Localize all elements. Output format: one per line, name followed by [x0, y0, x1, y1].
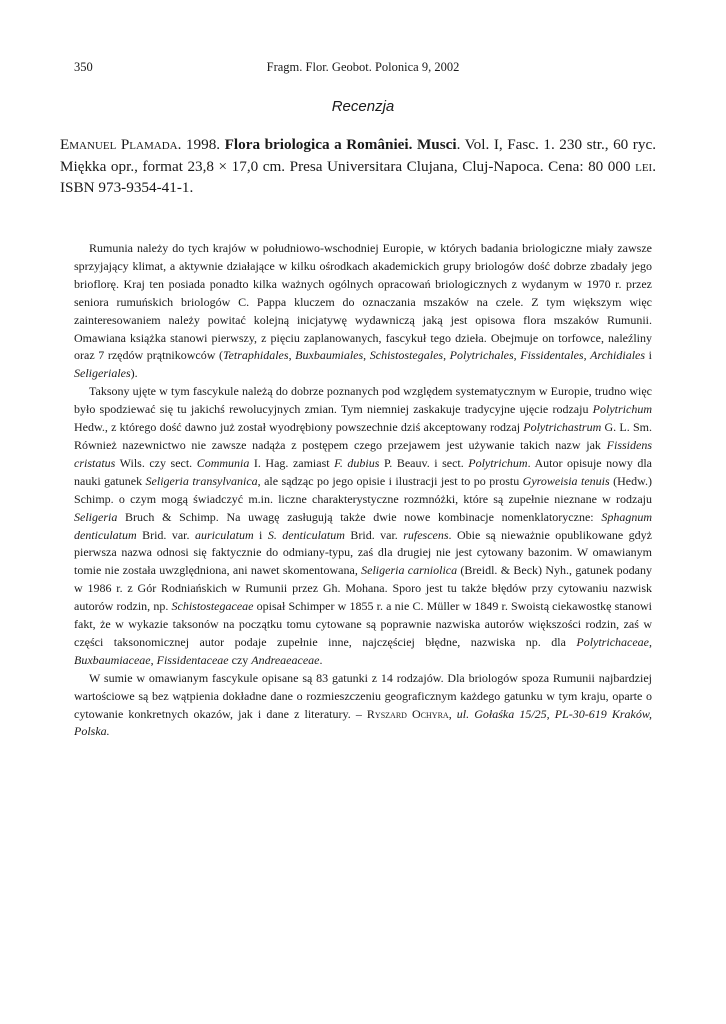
taxon-name: Andreaeaceae	[251, 652, 320, 667]
text-span: Taksony ujęte w tym fascykule należą do dobrze poznanych pod względem systematycznym w Europie, trudno więc było spodziewać się tu jakichś rewolucyjnych zmian. Tym niemniej zaskakuje tradycyjne ujęcie rodzaju	[74, 384, 652, 417]
text-span: i	[645, 348, 652, 363]
taxon-name: auriculatum	[194, 527, 254, 542]
taxon-name: Sphagnum denticulatum	[74, 509, 652, 542]
taxon-name: Buxbaumiales	[295, 348, 364, 363]
text-span: .	[319, 652, 323, 667]
book-currency: lei	[635, 157, 653, 175]
taxon-name: Tetraphidales	[222, 348, 289, 363]
taxon-name: Polytrichaceae	[576, 634, 649, 649]
page-number: 350	[74, 60, 93, 74]
taxon-name: Gyroweisia tenuis	[522, 473, 610, 488]
journal-reference: Fragm. Flor. Geobot. Polonica 9, 2002	[266, 60, 460, 74]
paragraph-3	[74, 670, 652, 742]
text-span: Brid. var.	[344, 527, 404, 542]
taxon-name: F. dubius	[334, 455, 380, 470]
text-span: ,	[150, 652, 157, 667]
text-span: Rumunia należy do tych krajów w południowo-wschodniej Europie, w których badania briologiczne miały zawsze sprzyjający klimat, a aktywnie działające w kilku ośrodkach akademickich grupy briologów dość dobrze zbadały jego brioflorę. Kraj ten posiada ponadto kilka ważnych ogólnych opracowań briologicznych z wydanym w 1970 r. przez seniora rumuńskich briologów C. Pappa kluczem do oznaczania mszaków na czele. Z tym większym więc zainteresowaniem należy powitać kolejną inicjatywę wydawniczą jaką jest opisowa flora mszaków Rumunii. Omawiana książka stanowi pierwszy, z pięciu zaplanowanych, fascykuł tego dzieła. Obejmuje on torfowce, nalеźliny oraz 7 rzędów prątnikowców (	[74, 241, 652, 363]
text-span: , ale sądząc po jego opisie i ilustracji jest to po prostu	[257, 473, 523, 488]
text-span: ).	[130, 366, 138, 381]
reviewer-name: Ryszard Ochyra	[366, 706, 449, 721]
book-year: 1998.	[185, 136, 221, 153]
text-span: ,	[443, 348, 450, 363]
review-body	[74, 240, 652, 741]
text-span: czy	[228, 652, 252, 667]
taxon-name: Fissidentaceae	[156, 652, 229, 667]
text-span: Brid. var.	[136, 527, 195, 542]
taxon-name: Polytrichum	[592, 402, 652, 417]
text-span: I. Hag. zamiast	[249, 455, 335, 470]
text-span: . Autor opisuje nowy dla nauki gatunek	[74, 455, 653, 488]
text-span: i	[253, 527, 268, 542]
taxon-name: Seligeriales	[74, 366, 131, 381]
taxon-name: Buxbaumiaceae	[74, 652, 151, 667]
text-span: . Obie są nieważnie opublikowane gdyż pierwsza nazwa odnosi się faktycznie do odmiany-typu, zaś dla drugiej nie jest cytowany bazonim. W omawianym tomie nie została uwzględniona, ani nawet skomentowana,	[74, 527, 652, 578]
book-author: Emanuel Plamada	[60, 136, 178, 153]
book-details: . Vol. I, Fasc. 1. 230 str., 60 ryc. Miękka opr., format 23,8 × 17,0 cm. Presa Universitara Clujana, Cluj-Napoca. Cena: 80 000	[60, 136, 656, 175]
text-span: Bruch & Schimp. Na uwagę zasługują także dwie nowe kombinacje nomenklatoryczne:	[117, 509, 602, 524]
taxon-name: Polytrichum	[468, 455, 528, 470]
taxon-name: Seligeria carniolica	[361, 563, 458, 578]
text-span: G. L. Sm. Również nazewnictwo nie zawsze nadąża z postępem czego przejawem jest używanie takich nazw jak	[74, 420, 652, 452]
taxon-name: Fissidens cristatus	[74, 437, 652, 470]
text-span: Hedw., z którego dość dawno już został wyodrębiony powszechnie dziś akceptowany rodzaj	[74, 420, 524, 435]
paragraph-1	[74, 240, 652, 383]
text-span: W sumie w omawianym fascykule opisane są 83 gatunki z 14 rodzajów. Dla briologów spoza Rumunii najbardziej wartościowe są bez wątpienia dokładne dane o rozmieszczeniu geograficznym każdego gatunku w tym kraju, oparte o cytowanie konkretnych okazów, jak i dane z literatury. –	[74, 670, 652, 721]
taxon-name: Seligeria transylvanica	[145, 473, 258, 488]
book-title: Flora briologica a României. Musci	[224, 136, 457, 153]
taxon-name: Archidiales	[590, 348, 646, 363]
taxon-name: Communia	[196, 455, 250, 470]
book-isbn: . ISBN 973-9354-41-1.	[60, 157, 656, 196]
reviewer-address: , ul. Gołaśka 15/25, PL-30-619 Kraków, Polska.	[74, 706, 652, 739]
text-span: P. Beauv. i sect.	[379, 455, 469, 470]
text-span: ,	[649, 634, 652, 649]
text-span: ,	[288, 348, 296, 363]
text-span: (Breidl. & Beck) Nyh., gatunek podany w 1986 r. z Gór Rodniańskich w Rumunii przez Gh. Mohana. Sporo jest tu także błędów przy cytowaniu nazwisk autorów rodzin, np.	[74, 563, 652, 614]
text-span: ,	[583, 348, 591, 363]
taxon-name: Fissidentales	[520, 348, 584, 363]
taxon-name: Polytrichastrum	[523, 420, 602, 435]
text-span: ,	[363, 348, 370, 363]
text-span: ,	[513, 348, 521, 363]
text-span: (Hedw.) Schimp. o czym mogą świadczyć m.in. liczne charakterystyczne rozmnóżki, które są zupełnie nieznane w rodzaju	[74, 473, 652, 506]
taxon-name: Schistostegales	[369, 348, 444, 363]
taxon-name: Polytrichales	[449, 348, 514, 363]
text-span: Wils. czy sect.	[115, 455, 197, 470]
taxon-name: Schistostegaceae	[171, 599, 254, 614]
paragraph-2	[74, 383, 652, 670]
text-span: opisał Schimper w 1855 r. a nie C. Müller w 1849 r. Swoistą ciekawostkę stanowi fakt, że w wykazie taksonów na początku tomu cytowane są poprawnie nazwiska autorów większości rodzin, zaś w części taksonomicznej autor podaje zupełnie inne, najczęściej błędne, nazwiska np. dla	[74, 599, 652, 649]
taxon-name: rufescens	[403, 527, 449, 542]
book-citation: Emanuel Plamada. 1998. Flora briologica a României. Musci. Vol. I, Fasc. 1. 230 str., 60 ryc. Miękka opr., format 23,8 × 17,0 cm. Presa Universitara Clujana, Cluj-Napoca. Cena: 80 000 lei. ISBN 973-9354-41-1.	[60, 136, 656, 196]
section-title: Recenzja	[331, 98, 395, 115]
taxon-name: S. denticulatum	[267, 527, 345, 542]
taxon-name: Seligeria	[74, 509, 118, 524]
